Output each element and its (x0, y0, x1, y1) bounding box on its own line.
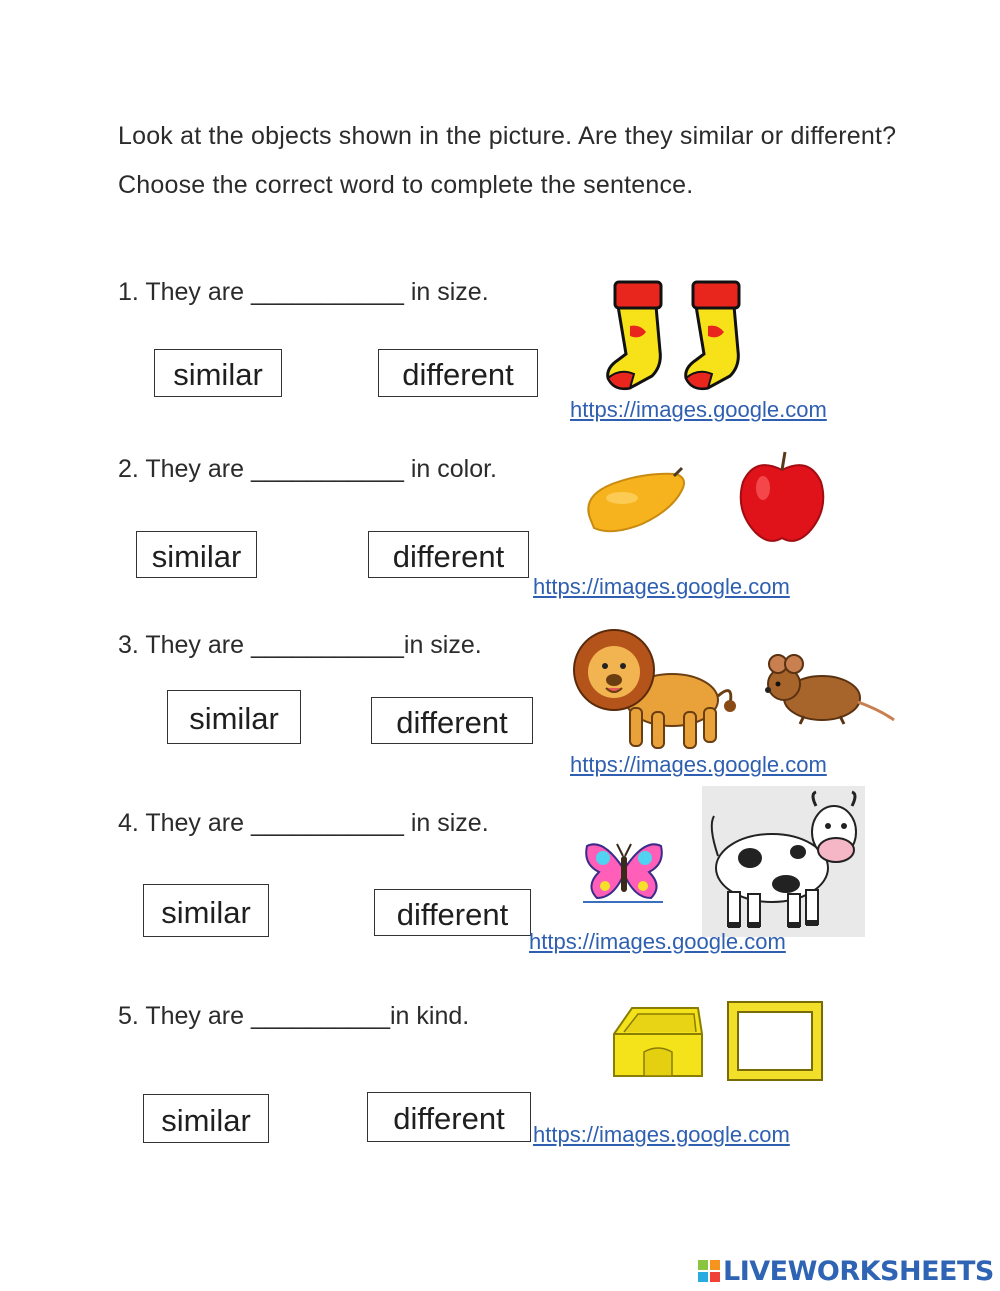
logo-grid-icon (698, 1260, 720, 1282)
q5-similar-option[interactable]: similar (143, 1094, 269, 1143)
q3-different-option[interactable]: different (371, 697, 533, 744)
q2-different-option[interactable]: different (368, 531, 529, 578)
socks-icon (600, 276, 750, 394)
q3-similar-option[interactable]: similar (167, 690, 301, 744)
q4-image-source-link[interactable]: https://images.google.com (529, 929, 786, 954)
brand-name: LIVEWORKSHEETS (723, 1255, 994, 1287)
frame-icon (726, 1000, 824, 1082)
question-4-text: 4. They are ___________ in size. (118, 809, 489, 837)
lion-icon (572, 622, 742, 754)
q1-different-option[interactable]: different (378, 349, 538, 397)
question-1-text: 1. They are ___________ in size. (118, 278, 489, 306)
mouse-icon (760, 650, 898, 730)
q2-image-source-link[interactable]: https://images.google.com (533, 574, 790, 599)
cow-icon (702, 786, 867, 936)
question-3-text: 3. They are ___________in size. (118, 631, 482, 659)
tray-icon (610, 1004, 705, 1080)
apple-icon (735, 448, 830, 546)
liveworksheets-logo (698, 1255, 994, 1287)
q4-similar-option[interactable]: similar (143, 884, 269, 937)
butterfly-icon (583, 838, 665, 904)
q3-image-source-link[interactable]: https://images.google.com (570, 752, 827, 777)
mango-icon (582, 466, 692, 538)
q1-similar-option[interactable]: similar (154, 349, 282, 397)
question-5-text: 5. They are __________in kind. (118, 1002, 470, 1030)
instructions-text: Look at the objects shown in the picture. Are they similar or different? Choose the correct word to complete the sentence. (118, 122, 897, 199)
q1-image-source-link[interactable]: https://images.google.com (570, 397, 827, 422)
question-2-text: 2. They are ___________ in color. (118, 455, 497, 483)
q5-image-source-link[interactable]: https://images.google.com (533, 1122, 790, 1147)
q2-similar-option[interactable]: similar (136, 531, 257, 578)
q5-different-option[interactable]: different (367, 1092, 531, 1142)
q4-different-option[interactable]: different (374, 889, 531, 936)
